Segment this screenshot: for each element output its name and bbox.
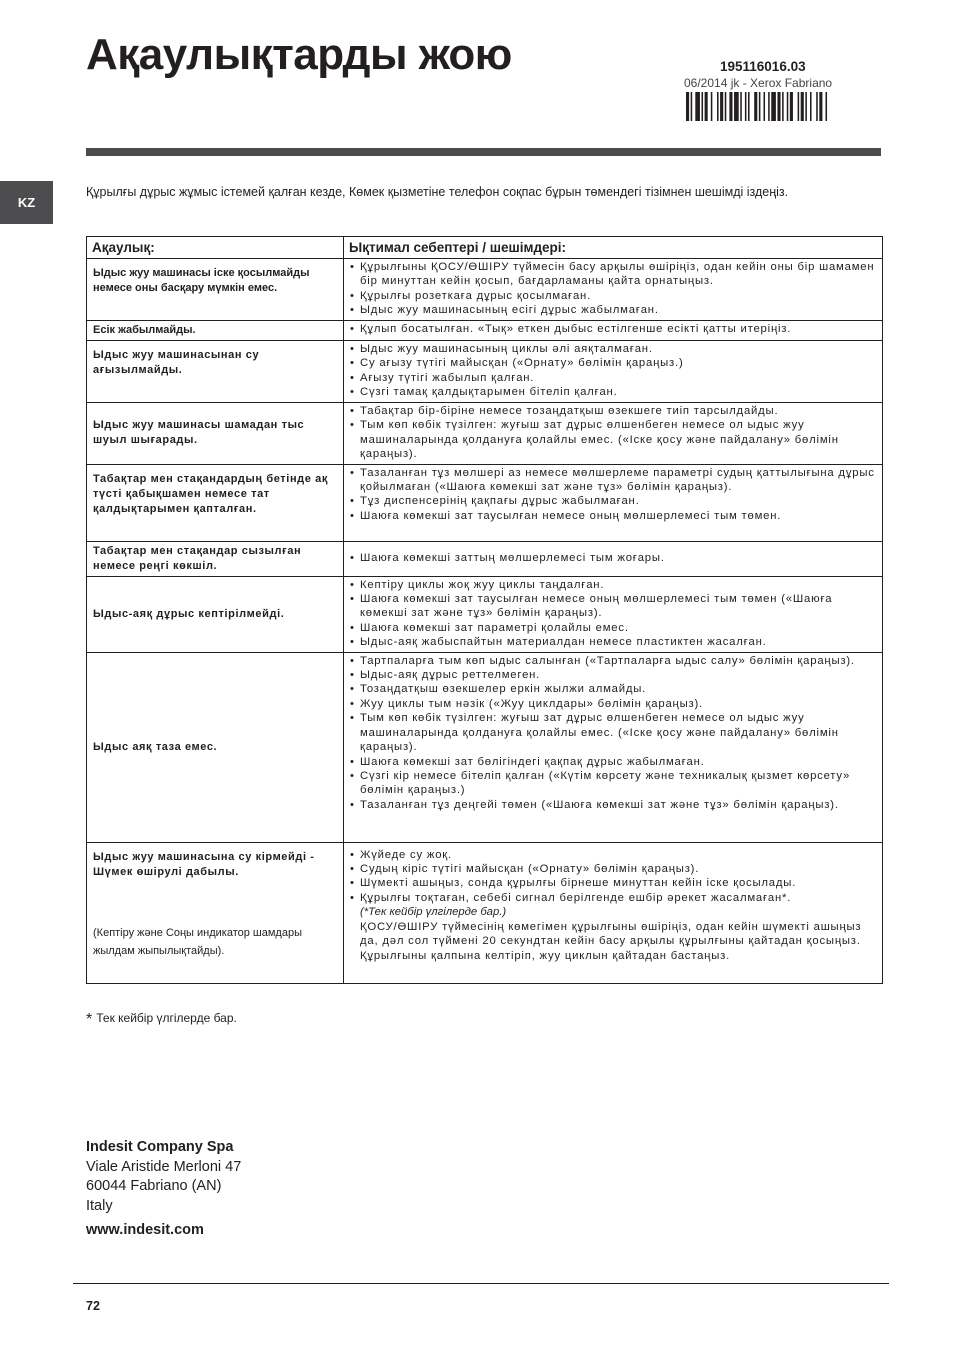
indicator-note: (Кептіру және Соңы индикатор шамдары жылдам жыпылықтайды). xyxy=(93,926,302,957)
language-tab: KZ xyxy=(0,181,53,224)
solution-item: • Жүйеде су жоқ. xyxy=(348,848,878,862)
barcode-icon xyxy=(686,92,880,121)
table-row xyxy=(87,341,883,403)
problem-cell: Табақтар мен стақандар сызылған немесе реңгі көкшіл. xyxy=(87,541,344,576)
solution-item: • Табақтар бір-біріне немесе тозаңдатқыш өзекшеге тиіп тарсылдайды. xyxy=(348,404,878,418)
solution-item: • Шаюға көмекші зат бөлігіндегі қақпақ дұрыс жабылмаған. xyxy=(348,755,878,769)
table-row xyxy=(87,652,883,842)
solution-item: • Жуу циклы тым нәзік («Жуу циклдары» бөлімін қараңыз). xyxy=(348,697,878,711)
solution-item: • Құрылғы розеткаға дұрыс қосылмаған. xyxy=(348,289,878,303)
solution-item: • Құрылғы тоқтаған, себебі сигнал берілгенде ешбір әрекет жасалмаған*. xyxy=(348,891,878,905)
problem-cell: Есік жабылмайды. xyxy=(87,321,344,341)
table-row xyxy=(87,403,883,465)
solution-item: • Ыдыс жуу машинасының есігі дұрыс жабылмаған. xyxy=(348,303,878,317)
intro-text: Құрылғы дұрыс жұмыс істемей қалған кезде, Көмек қызметіне телефон соқпас бұрын төмендегі тізімнен шешімді іздеңіз. xyxy=(86,185,789,199)
solution-item: • Ыдыс-аяқ дұрыс реттелмеген. xyxy=(348,668,878,682)
document-number: 195116016.03 xyxy=(720,59,806,74)
problem-text: Ыдыс жуу машинасына су кірмейді - Шүмек өшірулі дабылы. xyxy=(93,850,315,878)
solution-item: • Шаюға көмекші зат параметрі қолайлы емес. xyxy=(348,621,878,635)
page-title: Ақаулықтарды жою xyxy=(86,30,512,79)
solution-item: • Су ағызу түтігі майысқан («Орнату» бөлімін қараңыз.) xyxy=(348,356,878,370)
solution-item: • Тым көп көбік түзілген: жуғыш зат дұрыс өлшенбеген немесе ол ыдыс жуу машиналарында қолдануға қолайлы емес. («Іске қосу және пайдалану» бөлімін қараңыз). xyxy=(348,418,878,461)
solution-cell xyxy=(344,842,883,983)
problem-cell: Ыдыс аяқ таза емес. xyxy=(87,652,344,842)
solution-item: • Ағызу түтігі жабылып қалған. xyxy=(348,371,878,385)
table-row xyxy=(87,541,883,576)
solution-cell xyxy=(344,541,883,576)
solution-cell xyxy=(344,259,883,321)
website-link[interactable]: www.indesit.com xyxy=(86,1222,204,1238)
address-line: Viale Aristide Merloni 47 xyxy=(86,1158,242,1175)
solution-item: • Тазаланған тұз деңгейі төмен («Шаюға көмекші зат және тұз» бөлімін қараңыз). xyxy=(348,798,878,812)
solution-item: • Шаюға көмекші зат таусылған немесе оның мөлшерлемесі тым төмен. xyxy=(348,509,878,523)
page-number: 72 xyxy=(86,1299,100,1313)
column-header-problem: Ақаулық: xyxy=(87,237,344,259)
document-date: 06/2014 jk - Xerox Fabriano xyxy=(684,76,833,90)
company-name: Indesit Company Spa xyxy=(86,1139,234,1155)
solution-item: • Кептіру циклы жоқ жуу циклы таңдалған. xyxy=(348,578,878,592)
problem-cell: Ыдыс жуу машинасы іске қосылмайды немесе оны басқару мүмкін емес. xyxy=(87,259,344,321)
problem-cell xyxy=(87,842,344,983)
problem-cell: Табақтар мен стақандардың бетінде ақ түсті қабықшамен немесе тат қалдықтарымен қапталған. xyxy=(87,464,344,541)
footnote-text: Тек кейбір үлгілерде бар. xyxy=(96,1011,237,1025)
solution-cell xyxy=(344,341,883,403)
table-row xyxy=(87,842,883,983)
solution-cell xyxy=(344,576,883,652)
solution-item: • Тазаланған тұз мөлшері аз немесе мөлшерлеме параметрі судың қаттылығына дұрыс қойылмаған («Шаюға көмекші зат және тұз» бөлімін қараңыз). xyxy=(348,466,878,495)
address-line: 60044 Fabriano (AN) xyxy=(86,1178,222,1194)
solution-item: • Шаюға көмекші зат таусылған немесе оның мөлшерлемесі тым төмен («Шаюға көмекші зат және тұз» бөлімін қараңыз). xyxy=(348,592,878,621)
solution-item: • Тым көп көбік түзілген: жуғыш зат дұрыс өлшенбеген немесе ол ыдыс жуу машиналарында қолдануға қолайлы емес. («Іске қосу және пайдалану» бөлімін қараңыз). xyxy=(348,711,878,754)
table-row xyxy=(87,259,883,321)
footnote xyxy=(86,1011,237,1029)
solution-item: • Құрылғыны ҚОСУ/ӨШІРУ түймесін басу арқылы өшіріңіз, одан кейін оны бір шамамен бір минуттан кейін қосып, бағдарламаны қайта орнатыңыз. xyxy=(348,260,878,289)
solution-item: • Тұз диспенсерінің қақпағы дұрыс жабылмаған. xyxy=(348,494,878,508)
footnote-star: * xyxy=(86,1011,93,1028)
solution-item: • Ыдыс-аяқ жабыспайтын материалдан немесе пластиктен жасалған. xyxy=(348,635,878,649)
footer-divider xyxy=(73,1283,889,1284)
solution-cell xyxy=(344,321,883,341)
solution-item: • Құлып босатылған. «Тық» еткен дыбыс естілгенше есікті қатты итеріңіз. xyxy=(348,322,878,336)
solution-cell xyxy=(344,403,883,465)
reset-instructions: ҚОСУ/ӨШІРУ түймесінің көмегімен құрылғыны өшіріңіз, одан кейін шүмекті ашыңыз да, дәл сол түймені 20 секундтан кейін басу арқылы құрылғыны қайтадан қосыңыз. Құрылғыны қалпына келтіріп, жуу циклын қайтадан бастаңыз. xyxy=(360,920,862,962)
solution-item: • Шүмекті ашыңыз, сонда құрылғы бірнеше минуттан кейін іске қосылады. xyxy=(348,876,878,890)
problem-cell: Ыдыс жуу машинасынан су ағызылмайды. xyxy=(87,341,344,403)
table-row xyxy=(87,576,883,652)
solution-item: • Тозаңдатқыш өзекшелер еркін жылжи алмайды. xyxy=(348,682,878,696)
table-row xyxy=(87,321,883,341)
solution-item: • Шаюға көмекші заттың мөлшерлемесі тым жоғары. xyxy=(348,551,878,565)
solution-cell xyxy=(344,652,883,842)
model-note: (*Тек кейбір үлгілерде бар.) xyxy=(360,906,507,919)
solution-item: • Сүзгі кір немесе бітеліп қалған («Күтім көрсету және техникалық қызмет көрсету» бөлімін қараңыз.) xyxy=(348,769,878,798)
solution-cell xyxy=(344,464,883,541)
problem-cell: Ыдыс жуу машинасы шамадан тыс шуыл шығарады. xyxy=(87,403,344,465)
company-address xyxy=(86,1138,241,1216)
header-divider xyxy=(86,148,881,156)
address-country: Italy xyxy=(86,1197,113,1214)
troubleshooting-table xyxy=(86,236,883,984)
problem-cell: Ыдыс-аяқ дұрыс кептірілмейді. xyxy=(87,576,344,652)
table-row xyxy=(87,464,883,541)
solution-item: • Тартпаларға тым көп ыдыс салынған («Тартпаларға ыдыс салу» бөлімін қараңыз). xyxy=(348,654,878,668)
solution-item: • Сүзгі тамақ қалдықтарымен бітеліп қалған. xyxy=(348,385,878,399)
solution-item: • Ыдыс жуу машинасының циклы әлі аяқталмаған. xyxy=(348,342,878,356)
solution-item: • Судың кіріс түтігі майысқан («Орнату» бөлімін қараңыз). xyxy=(348,862,878,876)
column-header-solution: Ықтимал себептері / шешімдері: xyxy=(344,237,883,259)
